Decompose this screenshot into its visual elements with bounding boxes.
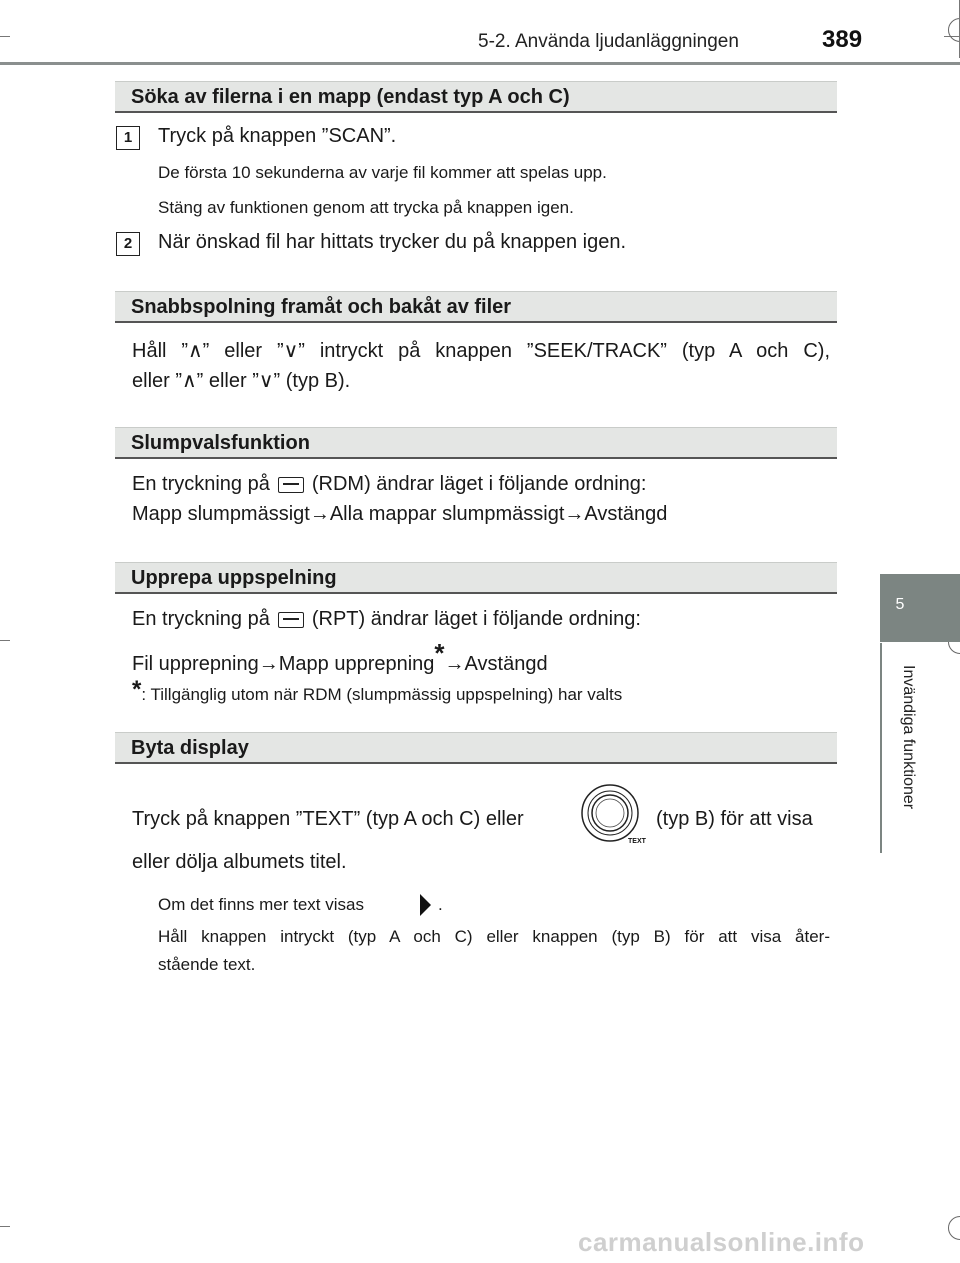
watermark-logo: carmanualsonline.info (578, 1227, 865, 1257)
chapter-tab-label: Invändiga funktioner (900, 665, 917, 810)
display-line-2: eller dölja albumets titel. (132, 851, 347, 873)
crop-mark (0, 36, 10, 37)
section-title: Slumpvalsfunktion (131, 432, 310, 454)
section-title: Byta display (131, 737, 249, 759)
fast-forward-line-2: eller ”∧” eller ”∨” (typ B). (132, 370, 351, 392)
repeat-line-1 (132, 608, 641, 631)
section-title: Upprepa uppspelning (131, 567, 337, 589)
fast-forward-line-1: Håll ”∧” eller ”∨” intryckt på knappen ”SEEK/TRACK” (typ A och C), (132, 340, 830, 362)
side-rule (880, 643, 882, 853)
chapter-tab-number: 5 (895, 596, 905, 613)
section-title: Söka av filerna i en mapp (endast typ A och C) (131, 86, 570, 108)
page-number: 389 (822, 26, 863, 53)
footnote-text: : Tillgänglig utom när RDM (slumpmässig uppspelning) har valts (141, 685, 623, 704)
random-line-1-pre: En tryckning på (132, 473, 270, 495)
display-note-2-line-1: Håll knappen intryckt (typ A och C) eller knappen (typ B) för att visa åter- (158, 927, 830, 946)
section-header-search-folder (115, 81, 837, 113)
display-line-1-pre: Tryck på knappen ”TEXT” (typ A och C) eller (132, 808, 524, 830)
rdm-button-icon (278, 477, 304, 493)
display-note-1-pre: Om det finns mer text visas (158, 895, 364, 914)
display-note-1-post: . (438, 895, 443, 914)
repeat-line-1-post: (RPT) ändrar läget i följande ordning: (311, 608, 641, 630)
footnote-asterisk: * (434, 638, 445, 668)
registration-mark (948, 1216, 960, 1240)
step-2-text: När önskad fil har hittats trycker du på knappen igen. (158, 231, 627, 253)
repeat-line-2b: →Avstängd (444, 653, 548, 675)
section-header-display (115, 732, 837, 764)
display-line-1-post: (typ B) för att visa (656, 808, 813, 830)
repeat-footnote (132, 676, 622, 705)
rpt-button-icon (278, 612, 304, 628)
repeat-line-1-pre: En tryckning på (132, 608, 270, 630)
section-header-random (115, 427, 837, 459)
header-rule (0, 62, 960, 65)
repeat-line-2 (132, 638, 548, 676)
text-knob-icon (580, 783, 642, 845)
step-1-note-1: De första 10 sekunderna av varje fil kommer att spelas upp. (158, 163, 607, 182)
repeat-line-2a: Fil upprepning→Mapp upprepning (132, 653, 435, 675)
random-line-1-post: (RDM) ändrar läget i följande ordning: (311, 473, 647, 495)
display-note-2-line-2: stående text. (158, 955, 256, 974)
crop-mark (0, 1226, 10, 1227)
chapter-title: 5-2. Använda ljudanläggningen (478, 31, 739, 52)
section-header-fast-forward (115, 291, 837, 323)
step-1-text: Tryck på knappen ”SCAN”. (158, 125, 397, 147)
step-number-2: 2 (116, 232, 140, 256)
text-knob-label: TEXT (628, 838, 646, 845)
random-line-2: Mapp slumpmässigt→Alla mappar slumpmässigt→Avstängd (132, 503, 668, 525)
section-header-repeat (115, 562, 837, 594)
section-title: Snabbspolning framåt och bakåt av filer (131, 296, 512, 318)
crop-mark (0, 640, 10, 641)
step-number-1: 1 (116, 126, 140, 150)
random-line-1 (132, 473, 646, 496)
footnote-marker: * (132, 676, 142, 703)
more-text-arrow-icon (418, 893, 432, 917)
step-1-note-2: Stäng av funktionen genom att trycka på knappen igen. (158, 198, 574, 217)
